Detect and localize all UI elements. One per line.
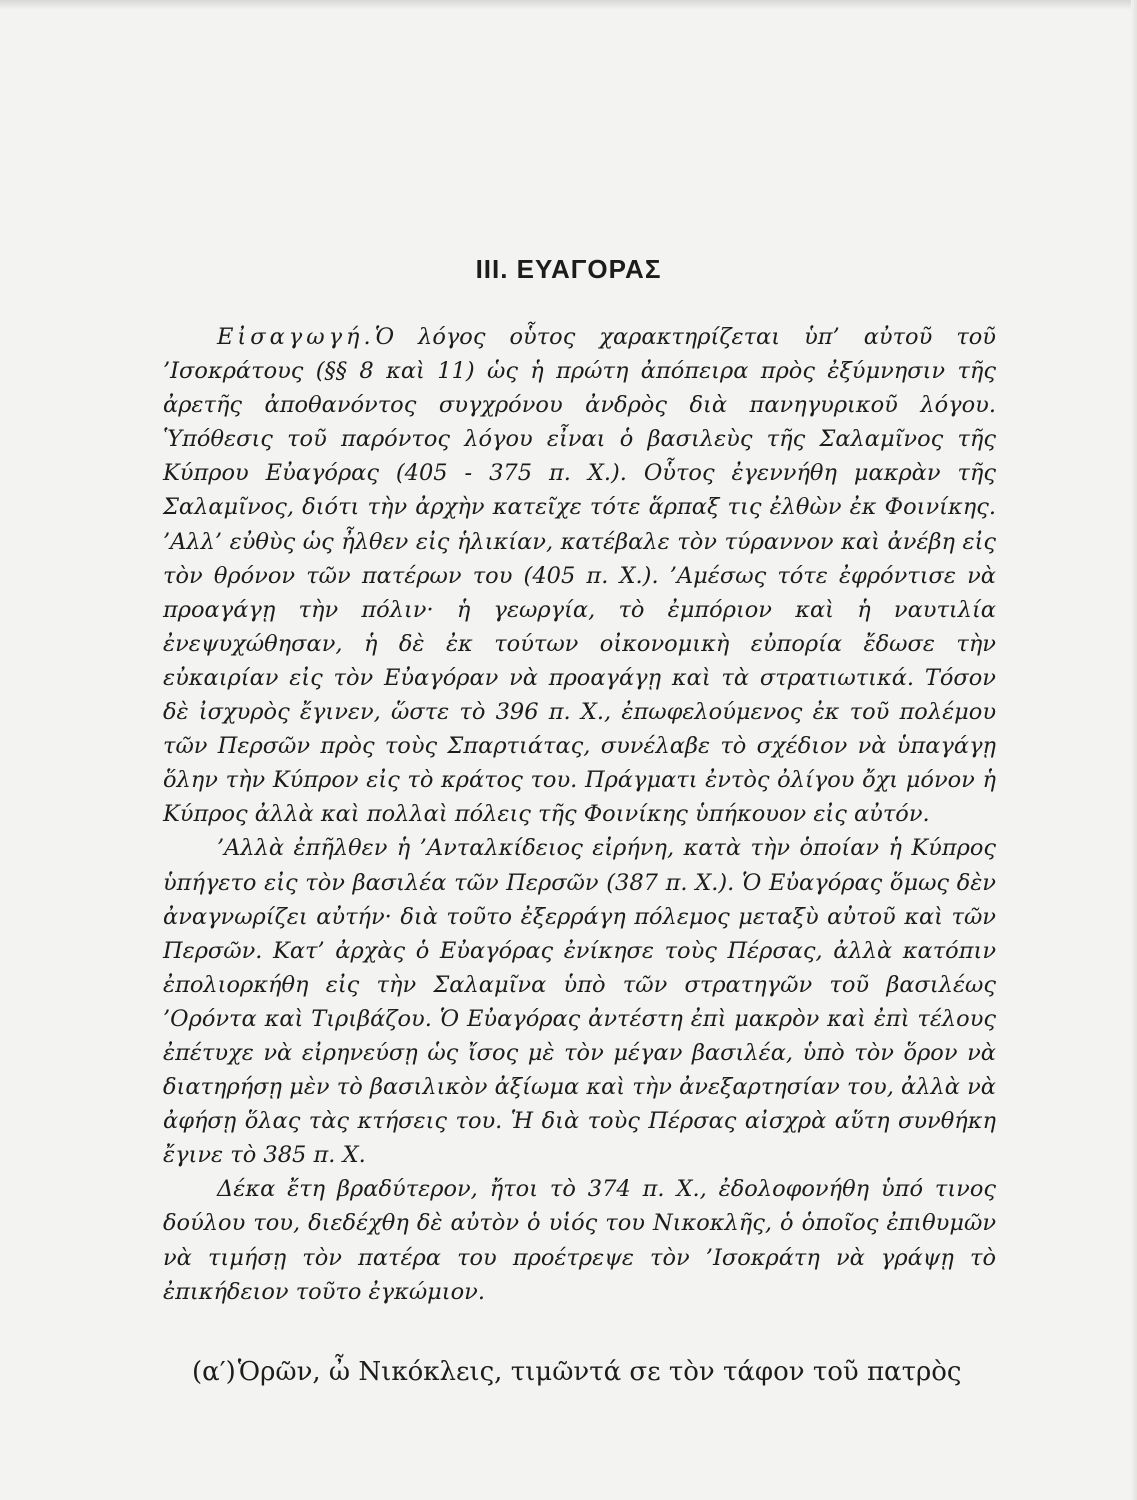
section-marker: (α′) bbox=[192, 1357, 236, 1387]
text-opening-line bbox=[192, 1352, 1012, 1392]
paragraph-3: Δέκα ἔτη βραδύτερον, ἤτοι τὸ 374 π. Χ., ἐδολοφονήθη ὑπό τινος δούλου του, διεδέχθη δὲ αὐτὸν ὁ υἱός του Νικοκλῆς, ὁ ὁποῖος ἐπιθυμῶν νὰ τιμήσῃ τὸν πατέρα του προέτρεψε τὸν ’Ισοκράτη νὰ γράψῃ τὸ ἐπικήδειον τοῦτο ἐγκώμιον. bbox=[163, 1176, 996, 1305]
intro-text: Ὁ λόγος οὗτος χαρακτηρίζεται ὑπ’ αὐτοῦ τοῦ ’Ισοκράτους (§§ 8 καὶ 11) ὡς ἡ πρώτη ἀπόπειρα πρὸς ἐξύμνησιν τῆς ἀρετῆς ἀποθανόντος συγχρόνου ἀνδρὸς διὰ πανηγυρικοῦ λόγου. Ὑπόθεσις τοῦ παρόντος λόγου εἶναι ὁ βασιλεὺς τῆς Σαλαμῖνος τῆς Κύπρου Εὐαγόρας (405 - 375 π. Χ.). Οὗτος ἐγεννήθη μακρὰν τῆς Σαλαμῖνος, διότι τὴν ἀρχὴν κατεῖχε τότε ἅρπαξ τις ἐλθὼν ἐκ Φοινίκης. ’Αλλ’ εὐθὺς ὡς ἦλθεν εἰς ἡλικίαν, κατέβαλε τὸν τύραννον καὶ ἀνέβη εἰς τὸν θρόνον τῶν πατέρων του (405 π. Χ.). ’Αμέσως τότε ἐφρόντισε νὰ προαγάγῃ τὴν πόλιν· ἡ γεωργία, τὸ ἐμπόριον καὶ ἡ ναυτιλία ἐνεψυχώθησαν, ἡ δὲ ἐκ τούτων οἰκονομικὴ εὐπορία ἔδωσε τὴν εὐκαιρίαν εἰς τὸν Εὐαγόραν νὰ προαγάγῃ καὶ τὰ στρατιωτικά. Τόσον δὲ ἰσχυρὸς ἔγινεν, ὥστε τὸ 396 π. Χ., ἐπωφελούμενος ἐκ τοῦ πολέμου τῶν Περσῶν πρὸς τοὺς Σπαρτιάτας, συνέλαβε τὸ σχέδιον νὰ ὑπαγάγῃ ὅλην τὴν Κύπρον εἰς τὸ κράτος του. Πράγματι ἐντὸς ὀλίγου ὄχι μόνον ἡ Κύπρος ἀλλὰ καὶ πολλαὶ πόλεις τῆς Φοινίκης ὑπήκουον εἰς αὐτόν. bbox=[163, 324, 996, 828]
body-text bbox=[163, 320, 996, 1309]
intro-heading: Εἰσαγωγή. bbox=[217, 324, 375, 350]
intro-paragraph bbox=[163, 320, 996, 831]
page-right-edge bbox=[1131, 0, 1137, 1500]
chapter-title: III. ΕΥΑΓΟΡΑΣ bbox=[475, 254, 662, 284]
opening-text: Ὁρῶν, ὦ Νικόκλεις, τιμῶντά σε τὸν τάφον τοῦ πατρὸς bbox=[237, 1357, 962, 1387]
paragraph-2: ’Αλλὰ ἐπῆλθεν ἡ ’Ανταλκίδειος εἰρήνη, κατὰ τὴν ὁποίαν ἡ Κύπρος ὑπήγετο εἰς τὸν βασιλέα τῶν Περσῶν (387 π. Χ.). Ὁ Εὐαγόρας ὅμως δὲν ἀναγνωρίζει αὐτήν· διὰ τοῦτο ἐξερράγη πόλεμος μεταξὺ αὐτοῦ καὶ τῶν Περσῶν. Κατ’ ἀρχὰς ὁ Εὐαγόρας ἐνίκησε τοὺς Πέρσας, ἀλλὰ κατόπιν ἐπολιορκήθη εἰς τὴν Σαλαμῖνα ὑπὸ τῶν στρατηγῶν τοῦ βασιλέως ’Ορόντα καὶ Τιριβάζου. Ὁ Εὐαγόρας ἀντέστη ἐπὶ μακρὸν καὶ ἐπὶ τέλους ἐπέτυχε νὰ εἰρηνεύσῃ ὡς ἴσος μὲ τὸν μέγαν βασιλέα, ὑπὸ τὸν ὅρον νὰ διατηρήσῃ μὲν τὸ βασιλικὸν ἀξίωμα καὶ τὴν ἀνεξαρτησίαν του, ἀλλὰ νὰ ἀφήσῃ ὅλας τὰς κτήσεις του. Ἡ διὰ τοὺς Πέρσας αἰσχρὰ αὕτη συνθήκη ἔγινε τὸ 385 π. Χ. bbox=[163, 835, 996, 1169]
page-top-edge bbox=[0, 0, 1137, 10]
